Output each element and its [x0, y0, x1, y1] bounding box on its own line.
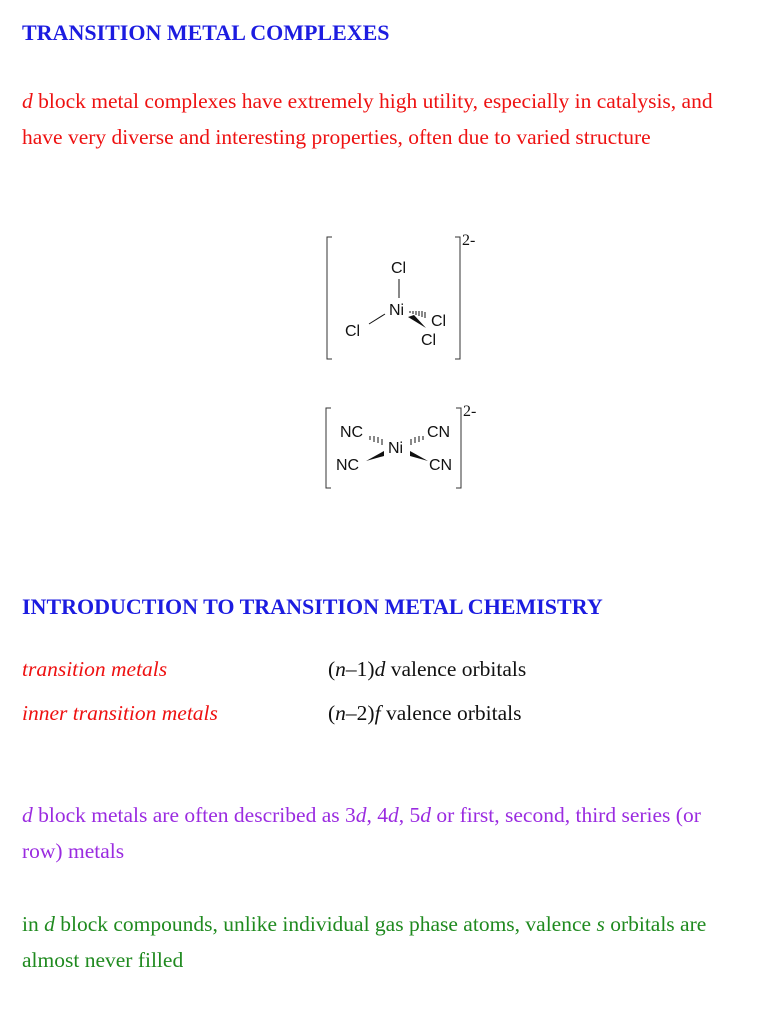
- tetracyanonickelate-structure: [300, 400, 500, 495]
- right-bracket: [456, 408, 461, 488]
- definition-value-inner-transition: (n–2)f valence orbitals: [328, 701, 522, 725]
- series-note-paragraph: d block metals are often described as 3d, 4d, 5d or first, second, third series (or row) metals: [22, 803, 701, 863]
- right-bracket: [455, 237, 460, 359]
- ligand-cl-right-hash: Cl: [431, 313, 447, 330]
- ligand-nc-bottom-left: NC: [336, 457, 360, 474]
- ligand-cn-top-right: CN: [427, 424, 451, 441]
- left-bracket: [326, 408, 331, 488]
- hashed-bond-right: [411, 436, 423, 445]
- wedge-bond: [408, 315, 426, 328]
- definition-row-transition: [22, 657, 167, 682]
- intro-paragraph: [22, 83, 746, 155]
- orbital-note-paragraph: in d block compounds, unlike individual gas phase atoms, valence s orbitals are almost never filled: [22, 912, 707, 972]
- ligand-cl-top: Cl: [391, 260, 407, 277]
- wedge-bond-right: [410, 451, 428, 461]
- section-title-introduction: INTRODUCTION TO TRANSITION METAL CHEMISTRY: [22, 594, 603, 619]
- tetrachloronickelate-structure: [300, 228, 500, 368]
- nickel-center: Ni: [389, 302, 405, 319]
- ligand-nc-top-left: NC: [340, 424, 364, 441]
- wedge-bond-left: [366, 451, 384, 461]
- ligand-cl-left: Cl: [345, 323, 361, 340]
- definition-value-transition: (n–1)d valence orbitals: [328, 657, 527, 681]
- charge-label: 2-: [462, 232, 476, 249]
- charge-label: 2-: [463, 403, 477, 420]
- term-transition-metals: transition metals: [22, 657, 168, 681]
- d-italic: d: [22, 89, 33, 113]
- nickel-center: Ni: [388, 440, 404, 457]
- definition-row-inner-transition: [22, 701, 218, 726]
- hashed-bond-left: [370, 436, 382, 445]
- ligand-cn-bottom-right: CN: [429, 457, 453, 474]
- section-title-complexes: TRANSITION METAL COMPLEXES: [22, 20, 390, 45]
- intro-text: block metal complexes have extremely high utility, especially in catalysis, and have very diverse and interesting properties, often due to varied structure: [22, 89, 713, 149]
- term-inner-transition-metals: inner transition metals: [22, 701, 218, 725]
- bond-left: [369, 314, 385, 324]
- left-bracket: [327, 237, 332, 359]
- ligand-cl-right-wedge: Cl: [421, 332, 437, 349]
